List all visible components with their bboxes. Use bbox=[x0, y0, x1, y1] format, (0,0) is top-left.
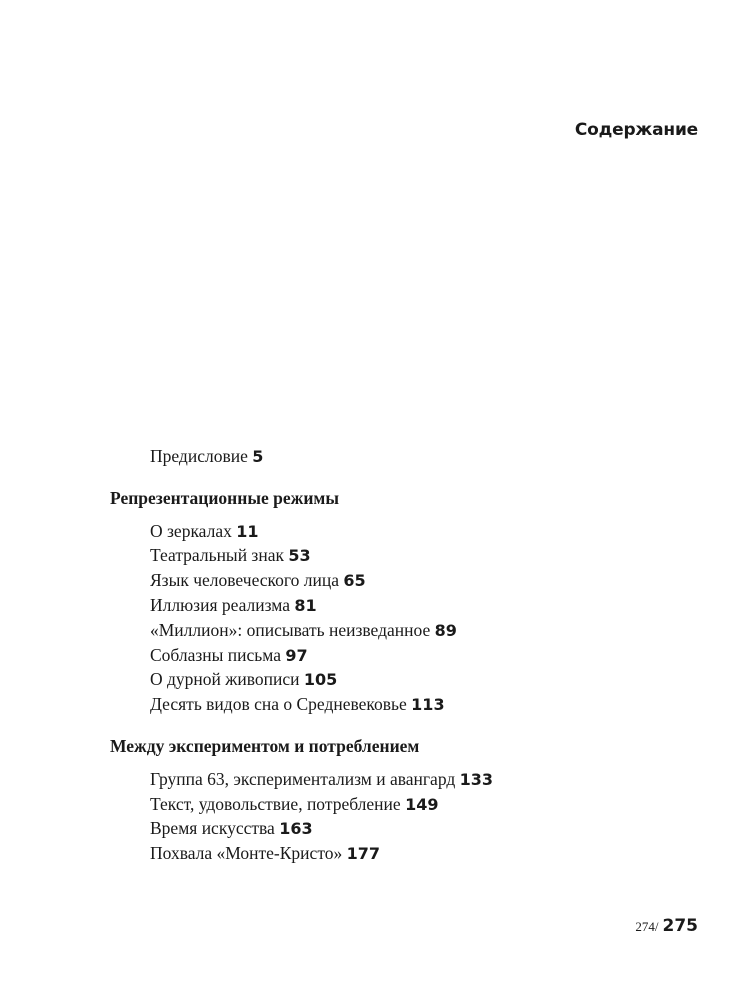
entry-page-number: 97 bbox=[285, 646, 308, 665]
entry-label: О дурной живописи bbox=[150, 669, 300, 689]
entry-label: Театральный знак bbox=[150, 545, 284, 565]
entry-page-number: 133 bbox=[459, 770, 494, 789]
entry-page-number: 81 bbox=[294, 596, 317, 615]
entry-page-number: 11 bbox=[236, 522, 259, 541]
entry-page-number: 105 bbox=[303, 670, 338, 689]
entry-label: «Миллион»: описывать неизведанное bbox=[150, 620, 431, 640]
entry-page-number: 113 bbox=[411, 695, 445, 714]
entry-page-number: 65 bbox=[343, 571, 366, 590]
toc-entry[interactable] bbox=[150, 769, 493, 790]
entry-page-number: 53 bbox=[288, 546, 311, 565]
entry-label: Время искусства bbox=[150, 818, 275, 838]
entry-label: Десять видов сна о Средневековье bbox=[150, 694, 407, 714]
toc-entry[interactable] bbox=[150, 843, 380, 864]
page-folio bbox=[635, 916, 698, 936]
entry-page-number: 149 bbox=[405, 795, 439, 814]
entry-page-number: 163 bbox=[279, 819, 313, 838]
toc-entry[interactable] bbox=[150, 818, 313, 839]
section-heading: Репрезентационные режимы bbox=[110, 488, 339, 508]
entry-label: Язык человеческого лица bbox=[150, 570, 339, 590]
entry-page-number: 89 bbox=[434, 621, 457, 640]
page-title: Содержание bbox=[574, 120, 698, 140]
entry-label: Иллюзия реализма bbox=[150, 595, 291, 615]
entry-label: Группа 63, экспериментализм и авангард bbox=[150, 769, 456, 789]
toc-entry-preface[interactable] bbox=[150, 446, 263, 467]
toc-entry[interactable] bbox=[150, 794, 438, 815]
entry-label: Похвала «Монте-Кристо» bbox=[150, 843, 343, 863]
entry-page-number: 5 bbox=[252, 447, 264, 466]
section-heading: Между экспериментом и потреблением bbox=[110, 736, 420, 756]
toc-entry[interactable] bbox=[150, 669, 337, 690]
entry-label: Текст, удовольствие, потребление bbox=[150, 794, 401, 814]
toc-entry[interactable] bbox=[150, 694, 445, 715]
folio-left: 274/ bbox=[635, 919, 659, 934]
toc-entry[interactable] bbox=[150, 645, 308, 666]
toc-entry[interactable] bbox=[150, 595, 317, 616]
entry-label: Соблазны письма bbox=[150, 645, 282, 665]
toc-entry[interactable] bbox=[150, 620, 457, 641]
entry-label: Предисловие bbox=[150, 446, 248, 466]
entry-page-number: 177 bbox=[346, 844, 381, 863]
toc-entry[interactable] bbox=[150, 570, 366, 591]
toc-entry[interactable] bbox=[150, 545, 311, 566]
toc-entry[interactable] bbox=[150, 521, 259, 542]
folio-right: 275 bbox=[662, 916, 698, 936]
entry-label: О зеркалах bbox=[150, 521, 232, 541]
